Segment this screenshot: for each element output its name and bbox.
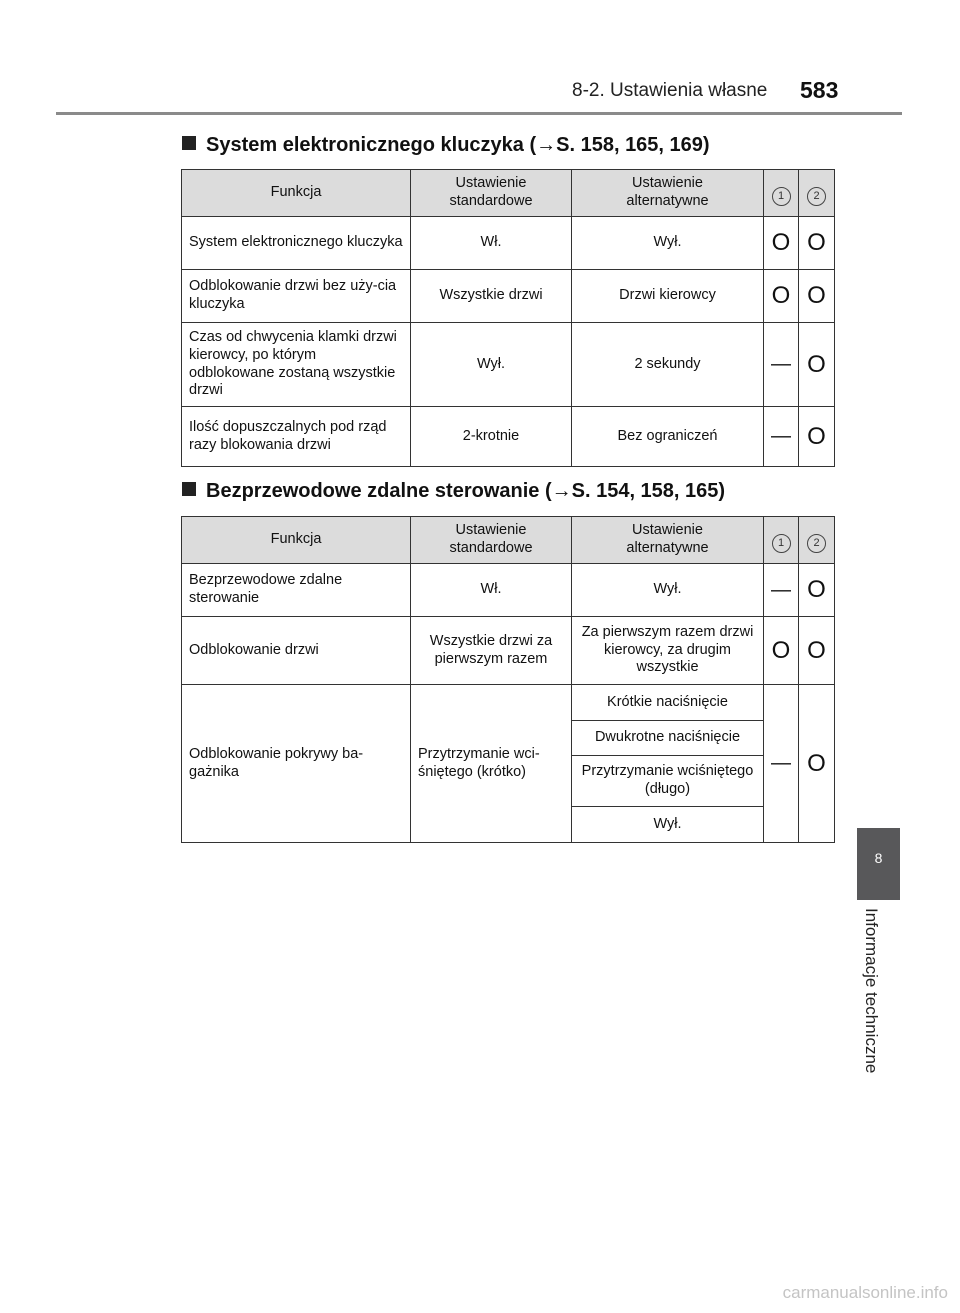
table-header-row — [182, 170, 835, 217]
table-row: System elektronicznego kluczyka Wł. Wył. O O — [182, 217, 835, 270]
col-standard: Ustawienie standardowe — [411, 170, 572, 217]
table-row: Odblokowanie drzwi bez uży-cia kluczyka Wszystkie drzwi Drzwi kierowcy O O — [182, 270, 835, 323]
col-standard: Ustawienie standardowe — [411, 517, 572, 564]
bullet-square-icon — [182, 136, 196, 150]
mark-1: — — [764, 323, 799, 407]
circled-2-icon: 2 — [807, 187, 826, 206]
header-section-title: 8-2. Ustawienia własne — [572, 80, 768, 101]
col-alternative: Ustawienie alternatywne — [572, 170, 764, 217]
col-2 — [799, 517, 835, 564]
table-row: Odblokowanie drzwi Wszystkie drzwi za pierwszym razem Za pierwszym razem drzwi kierowcy, za drugim wszystkie O O — [182, 617, 835, 685]
bullet-square-icon — [182, 482, 196, 496]
table-row: Odblokowanie pokrywy ba-gażnika Przytrzymanie wci-śniętego (krótko) Krótkie naciśnięcie — O — [182, 685, 835, 721]
table-row: Wył. — [182, 807, 835, 843]
circled-1-icon: 1 — [772, 187, 791, 206]
mark-2: O — [799, 407, 835, 467]
col-function: Funkcja — [182, 170, 411, 217]
col-1 — [764, 517, 799, 564]
col-1 — [764, 170, 799, 217]
chapter-label: Informacje techniczne — [862, 908, 881, 1074]
table-row: Dwukrotne naciśnięcie — [182, 721, 835, 756]
mark-2: O — [799, 564, 835, 617]
mark-1: O — [764, 270, 799, 323]
mark-2: O — [799, 685, 835, 843]
mark-1: — — [764, 407, 799, 467]
section2-title: Bezprzewodowe zdalne sterowanie (→S. 154, 158, 165) — [182, 480, 725, 503]
circled-2-icon: 2 — [807, 534, 826, 553]
table-row: Przytrzymanie wciśniętego (długo) — [182, 756, 835, 807]
table-row: Ilość dopuszczalnych pod rząd razy blokowania drzwi 2-krotnie Bez ograniczeń — O — [182, 407, 835, 467]
mark-1: — — [764, 685, 799, 843]
chapter-number: 8 — [874, 850, 883, 866]
mark-1: O — [764, 617, 799, 685]
mark-1: O — [764, 217, 799, 270]
mark-2: O — [799, 217, 835, 270]
col-function: Funkcja — [182, 517, 411, 564]
mark-1: — — [764, 564, 799, 617]
circled-1-icon: 1 — [772, 534, 791, 553]
col-2 — [799, 170, 835, 217]
watermark: carmanualsonline.info — [782, 1283, 948, 1302]
page-number: 583 — [800, 77, 839, 103]
table-row: Czas od chwycenia klamki drzwi kierowcy, po którym odblokowane zostaną wszystkie drzwi Wył. 2 sekundy — O — [182, 323, 835, 407]
mark-2: O — [799, 270, 835, 323]
section1-title: System elektronicznego kluczyka (→S. 158, 165, 169) — [182, 134, 710, 157]
table-row: Bezprzewodowe zdalne sterowanie Wł. Wył. — O — [182, 564, 835, 617]
table-electronic-key — [181, 169, 835, 467]
mark-2: O — [799, 323, 835, 407]
table-header-row — [182, 517, 835, 564]
table-remote-control — [181, 516, 835, 843]
col-alternative: Ustawienie alternatywne — [572, 517, 764, 564]
header-rule — [56, 112, 902, 115]
mark-2: O — [799, 617, 835, 685]
